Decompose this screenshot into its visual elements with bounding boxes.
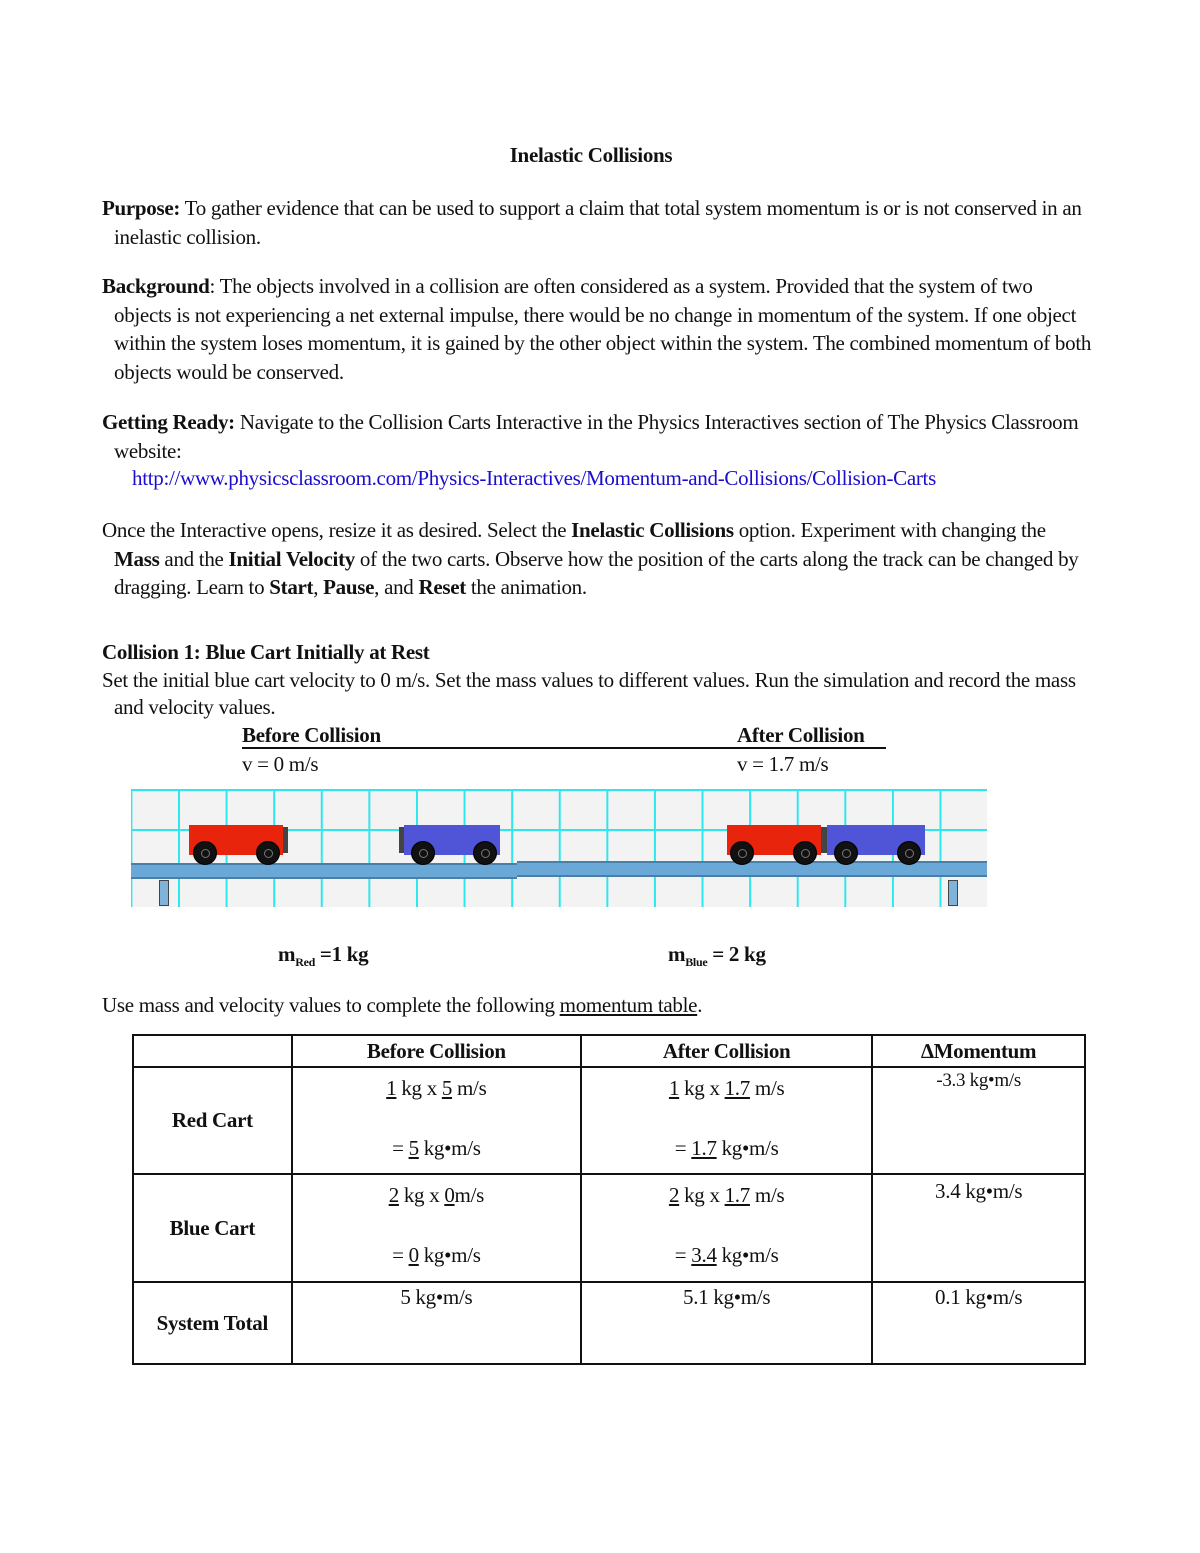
velocity-value: 1.7 bbox=[724, 1076, 750, 1100]
equals: = bbox=[392, 1136, 409, 1160]
instr-text: Once the Interactive opens, resize it as desired. Select the bbox=[102, 518, 572, 542]
velocity-unit: m/s bbox=[749, 1076, 785, 1100]
blue-delta: 3.4 kg•m/s bbox=[872, 1174, 1085, 1282]
total-after: 5.1 kg•m/s bbox=[581, 1282, 872, 1364]
equals: = bbox=[392, 1243, 409, 1267]
wheel bbox=[897, 841, 921, 865]
instr-text: the animation. bbox=[465, 575, 587, 599]
table-row-red bbox=[133, 1067, 1085, 1174]
kg-x: kg x bbox=[396, 1076, 442, 1100]
equals: = bbox=[674, 1243, 692, 1267]
instr-bold-mass: Mass bbox=[114, 546, 160, 571]
wheel bbox=[193, 841, 217, 865]
momentum-value: 5 bbox=[408, 1136, 419, 1160]
mass-value: 1 bbox=[386, 1076, 397, 1100]
total-delta: 0.1 kg•m/s bbox=[872, 1282, 1085, 1364]
momentum-table bbox=[132, 1034, 1086, 1365]
instr-text: , and bbox=[374, 575, 419, 599]
header-delta: ∆Momentum bbox=[872, 1035, 1085, 1067]
kg-x: kg x bbox=[398, 1183, 445, 1207]
instr-bold-start: Start bbox=[269, 575, 314, 599]
collision1-text: Set the initial blue cart velocity to 0 m/s. Set the mass values to different values. Run the simulation and record the mass and velocity values. bbox=[102, 668, 1076, 719]
red-delta: -3.3 kg•m/s bbox=[872, 1067, 1085, 1174]
blue-before-cell bbox=[292, 1174, 581, 1282]
momentum-value: 0 bbox=[408, 1243, 419, 1267]
velocity-value: 1.7 bbox=[724, 1183, 750, 1207]
wheel bbox=[834, 841, 858, 865]
background-label: Background bbox=[102, 274, 210, 298]
momentum-unit: kg•m/s bbox=[418, 1136, 481, 1160]
background-text: : The objects involved in a collision are often considered as a system. Provided that the system of two objects is not experiencing a net external impulse, there would be no change in momentum of the system. If one object within the system loses momentum, it is gained by the other object within the system. The combined momentum of both objects would be conserved. bbox=[114, 274, 1092, 384]
track-before bbox=[131, 863, 517, 879]
purpose-text: To gather evidence that can be used to support a claim that total system momentum is or is not conserved in an inelastic collision. bbox=[114, 196, 1082, 249]
before-collision-label: Before Collision bbox=[242, 723, 381, 747]
blue-after-cell bbox=[581, 1174, 872, 1282]
velocity-unit: m/s bbox=[749, 1183, 785, 1207]
momentum-table-ref: momentum table bbox=[559, 993, 698, 1017]
wheel bbox=[793, 841, 817, 865]
collision1-heading: Collision 1: Blue Cart Initially at Rest bbox=[102, 640, 430, 664]
row-label-blue: Blue Cart bbox=[133, 1174, 292, 1282]
mass-symbol: m bbox=[278, 942, 296, 966]
collision-carts-illustration bbox=[131, 789, 987, 907]
table-row-blue bbox=[133, 1174, 1085, 1282]
instr-text: of the two carts. Observe how the position of the carts along the track can be changed by dragging. Learn to bbox=[114, 546, 1079, 599]
wheel bbox=[473, 841, 497, 865]
table-header-row bbox=[133, 1035, 1085, 1067]
mass-value: 1 bbox=[668, 1076, 680, 1100]
velocity-value: 5 bbox=[441, 1076, 453, 1100]
momentum-unit: kg•m/s bbox=[418, 1243, 481, 1267]
instr-bold-reset: Reset bbox=[418, 575, 466, 599]
background-paragraph bbox=[102, 272, 1094, 386]
getting-ready-paragraph bbox=[102, 408, 1094, 465]
after-collision-label: After Collision bbox=[737, 723, 865, 747]
momentum-unit: kg•m/s bbox=[716, 1243, 779, 1267]
mass-value: = 2 kg bbox=[707, 942, 766, 966]
header-empty bbox=[133, 1035, 292, 1067]
mass-symbol: m bbox=[668, 942, 686, 966]
instr-text: option. Experiment with changing the bbox=[733, 518, 1046, 542]
instr-bold-pause: Pause bbox=[323, 575, 375, 599]
momentum-unit: kg•m/s bbox=[716, 1136, 779, 1160]
red-mass bbox=[278, 942, 368, 970]
red-before-cell bbox=[292, 1067, 581, 1174]
mass-subscript: Blue bbox=[685, 955, 708, 970]
mass-subscript: Red bbox=[295, 955, 315, 970]
table-row-total bbox=[133, 1282, 1085, 1364]
instr-bold-inelastic: Inelastic Collisions bbox=[571, 518, 734, 542]
instructions-paragraph bbox=[102, 516, 1094, 602]
velocity-unit: m/s bbox=[452, 1076, 487, 1100]
wheel bbox=[730, 841, 754, 865]
wheel bbox=[256, 841, 280, 865]
red-after-cell bbox=[581, 1067, 872, 1174]
table-intro-end: . bbox=[697, 993, 703, 1017]
mass-value: =1 kg bbox=[314, 942, 369, 966]
track-after bbox=[517, 861, 987, 877]
purpose-label: Purpose: bbox=[102, 196, 181, 220]
kg-x: kg x bbox=[679, 1183, 725, 1207]
after-velocity: v = 1.7 m/s bbox=[737, 752, 829, 776]
velocity-value: 0 bbox=[444, 1183, 455, 1207]
table-intro bbox=[102, 993, 702, 1018]
blue-mass bbox=[668, 942, 766, 970]
instr-text: and the bbox=[159, 546, 229, 571]
row-label-total: System Total bbox=[133, 1282, 292, 1364]
instr-bold-velocity: Initial Velocity bbox=[228, 546, 355, 571]
getting-ready-label: Getting Ready: bbox=[102, 410, 235, 434]
total-before: 5 kg•m/s bbox=[292, 1282, 581, 1364]
mass-value: 2 bbox=[388, 1183, 399, 1207]
instr-text: , bbox=[313, 575, 324, 599]
purpose-paragraph bbox=[102, 194, 1094, 251]
header-before: Before Collision bbox=[292, 1035, 581, 1067]
equals: = bbox=[674, 1136, 692, 1160]
track-leg bbox=[948, 880, 958, 906]
header-after: After Collision bbox=[581, 1035, 872, 1067]
row-label-red: Red Cart bbox=[133, 1067, 292, 1174]
page-title: Inelastic Collisions bbox=[509, 143, 673, 167]
momentum-value: 3.4 bbox=[691, 1243, 717, 1267]
mass-value: 2 bbox=[668, 1183, 680, 1207]
velocity-unit: m/s bbox=[454, 1183, 484, 1207]
physics-classroom-link[interactable]: http://www.physicsclassroom.com/Physics-Interactives/Momentum-and-Collisions/Collision-Carts bbox=[132, 466, 936, 490]
momentum-value: 1.7 bbox=[691, 1136, 717, 1160]
track-leg bbox=[159, 880, 169, 906]
wheel bbox=[411, 841, 435, 865]
table-intro-text: Use mass and velocity values to complete the following bbox=[102, 993, 560, 1017]
bumper bbox=[283, 827, 288, 853]
before-velocity: v = 0 m/s bbox=[242, 752, 319, 776]
kg-x: kg x bbox=[679, 1076, 725, 1100]
getting-ready-text: Navigate to the Collision Carts Interactive in the Physics Interactives section of The Physics Classroom website: bbox=[114, 410, 1079, 463]
